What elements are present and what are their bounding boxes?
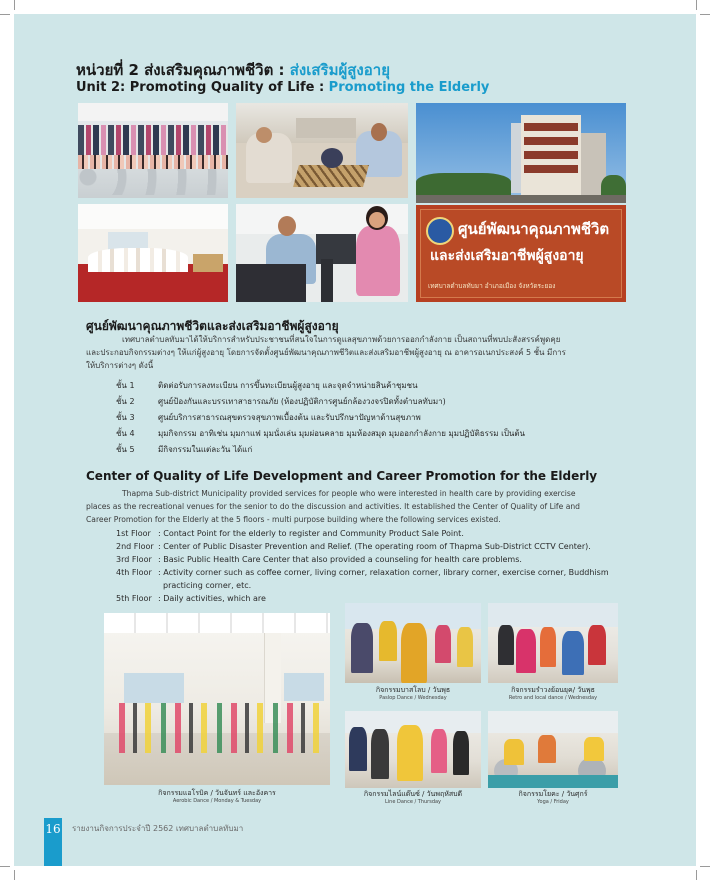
title-english-highlight: Promoting the Elderly xyxy=(328,80,490,95)
thai-floor-label: ชั้น 1 xyxy=(116,381,135,390)
page-title-english xyxy=(76,80,489,95)
title-thai-highlight: ส่งเสริมผู้สูงอายุ xyxy=(289,61,390,79)
caption-yoga-thai: กิจกรรมโยคะ / วันศุกร์ xyxy=(518,790,588,798)
english-floor-label: 5th Floor xyxy=(116,594,152,603)
english-floor-row xyxy=(116,567,609,579)
photo-group-exercise xyxy=(78,103,228,198)
thai-floor-label: ชั้น 4 xyxy=(116,429,135,438)
photo-retro-dance xyxy=(488,603,618,683)
caption-line-dance xyxy=(345,790,481,806)
crop-mark xyxy=(0,866,10,867)
photo-massage-room xyxy=(78,204,228,302)
thai-floor-row xyxy=(116,428,525,440)
english-floor-row xyxy=(116,554,522,566)
thai-floor-label: ชั้น 2 xyxy=(116,397,135,406)
english-floor-row xyxy=(116,541,591,553)
sign-line-1: ศูนย์พัฒนาคุณภาพชีวิต xyxy=(458,220,610,238)
thai-floor-row xyxy=(116,380,418,392)
english-floor-label: 4th Floor xyxy=(116,568,152,577)
crop-mark xyxy=(14,870,15,880)
photo-board-game xyxy=(236,103,408,198)
caption-line-english: Line Dance / Thursday xyxy=(384,799,442,805)
thai-floor-text: ศูนย์ป้องกันและบรรเทาสาธารณภัย (ห้องปฏิบัติการศูนย์กล้องวงจรปิดทั้งตำบลทับมา) xyxy=(158,397,446,406)
english-floor-text: practicing corner, etc. xyxy=(163,581,252,590)
page-title-thai xyxy=(76,58,390,82)
caption-aerobic xyxy=(104,789,330,805)
english-floor-text: : Center of Public Disaster Prevention and Relief. (The operating room of Thapma Sub-District CCTV Center). xyxy=(158,542,591,551)
thai-floor-label: ชั้น 3 xyxy=(116,413,135,422)
photo-building xyxy=(416,103,626,203)
thai-floor-text: ติดต่อรับการลงทะเบียน การขึ้นทะเบียนผู้สูงอายุ และจุดจำหน่ายสินค้าชุมชน xyxy=(158,381,418,390)
photo-line-dance xyxy=(345,711,481,788)
thai-floor-label: ชั้น 5 xyxy=(116,445,135,454)
thai-floor-text: มีกิจกรรมในแต่ละวัน ได้แก่ xyxy=(158,445,253,454)
thai-paragraph-line: ให้บริการต่างๆ ดังนี้ xyxy=(86,361,154,370)
caption-aerobic-thai: กิจกรรมแอโรบิค / วันจันทร์ และอังคาร xyxy=(158,789,276,797)
caption-paslop-english: Paslop Dance / Wednesday xyxy=(379,695,447,701)
thai-floor-row xyxy=(116,412,421,424)
english-floor-row xyxy=(163,580,251,592)
photo-center-sign xyxy=(416,205,626,302)
crop-mark xyxy=(696,0,697,10)
english-floor-text: : Daily activities, which are xyxy=(158,594,266,603)
english-floor-text: : Activity corner such as coffee corner, living corner, relaxation corner, library corner, exercise corner, Buddhism xyxy=(158,568,609,577)
crop-mark xyxy=(700,866,710,867)
photo-paslop-dance xyxy=(345,603,481,683)
caption-retro xyxy=(488,686,618,702)
caption-line-thai: กิจกรรมไลน์แด๊นซ์ / วันพฤหัสบดี xyxy=(363,790,463,798)
caption-yoga xyxy=(488,790,618,806)
english-floor-label: 2nd Floor xyxy=(116,542,154,551)
english-floor-row xyxy=(116,528,464,540)
english-paragraph-line: Career Promotion for the Elderly at the 5 floors - multi purpose building where the following services existed. xyxy=(86,515,501,524)
photo-aerobic-dance xyxy=(104,613,330,785)
caption-paslop xyxy=(345,686,481,702)
thai-paragraph-line: เทศบาลตำบลทับมาได้ให้บริการสำหรับประชาชนที่สนใจในการดูแลสุขภาพด้วยการออกกำลังกาย เป็นสถานที่พบปะสังสรรค์พูดคุย xyxy=(122,335,561,344)
caption-paslop-thai: กิจกรรมบาสโลบ / วันพุธ xyxy=(375,686,451,694)
footer-text: รายงานกิจการประจำปี 2562 เทศบาลตำบลทับมา xyxy=(72,824,244,833)
crop-mark xyxy=(0,14,10,15)
thai-floor-row xyxy=(116,444,252,456)
thai-floor-text: มุมกิจกรรม อาทิเช่น มุมกาแฟ มุมนั่งเล่น มุมผ่อนคลาย มุมห้องสมุด มุมออกกำลังกาย มุมปฏิบัติธรรม เป็นต้น xyxy=(158,429,526,438)
caption-yoga-english: Yoga / Friday xyxy=(537,799,569,805)
sign-line-2: และส่งเสริมอาชีพผู้สูงอายุ xyxy=(430,248,584,264)
title-english-prefix: Unit 2: Promoting Quality of Life : xyxy=(76,80,325,95)
crop-mark xyxy=(696,870,697,880)
english-floor-label: 3rd Floor xyxy=(116,555,152,564)
photo-gym-equipment xyxy=(236,204,408,302)
sign-line-3: เทศบาลตำบลทับมา อำเภอเมือง จังหวัดระยอง xyxy=(428,282,556,290)
thai-floor-row xyxy=(116,396,446,408)
thai-floor-text: ศูนย์บริการสาธารณสุขตรวจสุขภาพเบื้องต้น และรับปรึกษาปัญหาด้านสุขภาพ xyxy=(158,413,421,422)
section-heading-thai: ศูนย์พัฒนาคุณภาพชีวิตและส่งเสริมอาชีพผู้สูงอายุ xyxy=(86,319,339,333)
photo-yoga xyxy=(488,711,618,788)
english-floor-text: : Contact Point for the elderly to register and Community Product Sale Point. xyxy=(158,529,464,538)
english-paragraph-line: places as the recreational venues for the senior to do the discussion and activities. It established the Center of Quality of Life and xyxy=(86,502,580,511)
english-paragraph-line: Thapma Sub-district Municipality provided services for people who were interested in health care by providing exercise xyxy=(122,489,576,498)
section-heading-english: Center of Quality of Life Development and Career Promotion for the Elderly xyxy=(86,469,598,483)
crop-mark xyxy=(14,0,15,10)
english-floor-label: 1st Floor xyxy=(116,529,151,538)
caption-aerobic-english: Aerobic Dance / Monday & Tuesday xyxy=(172,798,262,804)
caption-retro-thai: กิจกรรมรำวงย้อนยุค/ วันพุธ xyxy=(511,686,595,694)
municipality-seal-icon xyxy=(426,217,454,245)
page-number: 16 xyxy=(44,818,62,866)
title-thai-prefix: หน่วยที่ 2 ส่งเสริมคุณภาพชีวิต : xyxy=(76,61,285,79)
english-floor-row xyxy=(116,593,266,605)
crop-mark xyxy=(700,14,710,15)
thai-paragraph-line: และประกอบกิจกรรมต่างๆ ให้แก่ผู้สูงอายุ โดยการจัดตั้งศูนย์พัฒนาคุณภาพชีวิตและส่งเสริมอาชีพผู้สูงอายุ ณ อาคารอเนกประสงค์ 5 ชั้น มีการ xyxy=(86,348,566,357)
english-floor-text: : Basic Public Health Care Center that also provided a counseling for health care problems. xyxy=(158,555,522,564)
caption-retro-english: Retro and local dance / Wednesday xyxy=(508,695,598,701)
